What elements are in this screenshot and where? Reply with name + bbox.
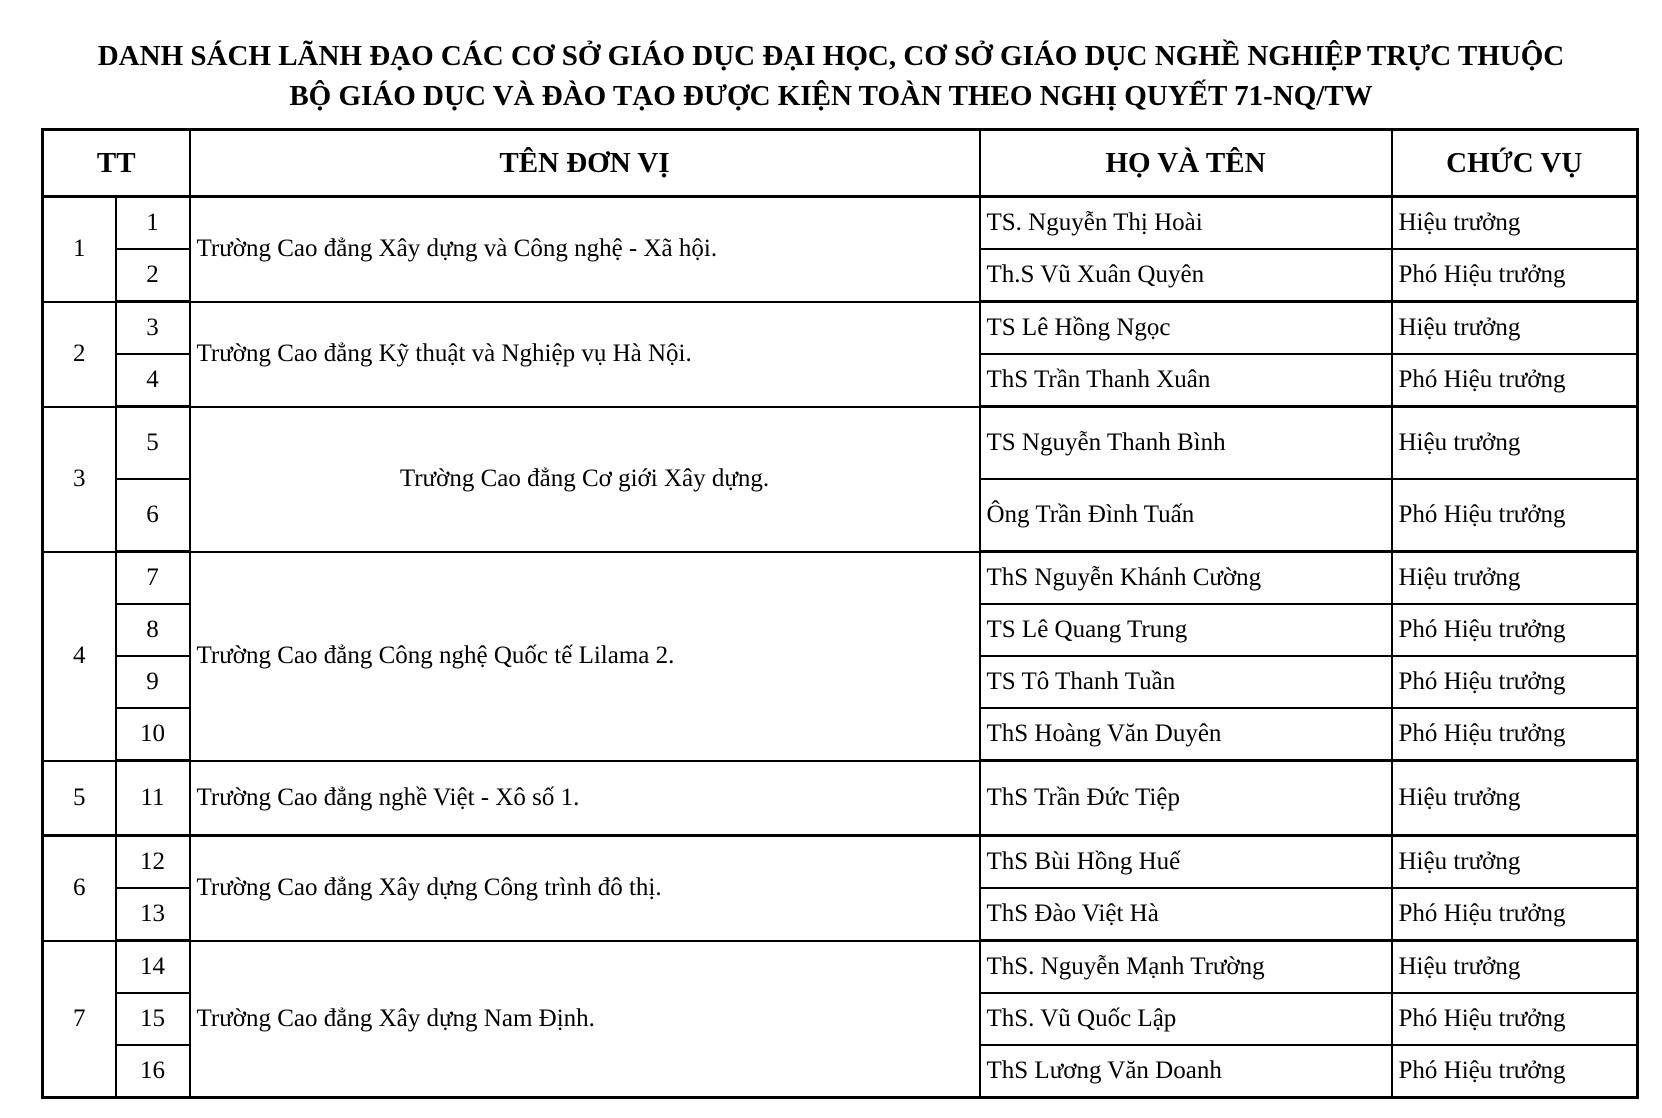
group-number: 5 xyxy=(43,761,116,836)
row-number: 10 xyxy=(116,708,190,761)
row-number: 14 xyxy=(116,941,190,994)
person-position: Phó Hiệu trưởng xyxy=(1392,249,1638,302)
table-row xyxy=(43,552,1638,605)
row-number: 7 xyxy=(116,552,190,605)
row-number: 16 xyxy=(116,1045,190,1098)
table-row xyxy=(43,197,1638,250)
person-position: Hiệu trưởng xyxy=(1392,197,1638,250)
row-number: 1 xyxy=(116,197,190,250)
row-number: 4 xyxy=(116,354,190,407)
person-name: ThS Nguyễn Khánh Cường xyxy=(980,552,1392,605)
person-name: ThS Bùi Hồng Huế xyxy=(980,836,1392,889)
header-position: CHỨC VỤ xyxy=(1392,130,1638,197)
person-name: TS Nguyễn Thanh Bình xyxy=(980,407,1392,480)
group-number: 1 xyxy=(43,197,116,302)
person-position: Hiệu trưởng xyxy=(1392,407,1638,480)
table-row xyxy=(43,941,1638,994)
row-number: 8 xyxy=(116,604,190,656)
table-row xyxy=(43,836,1638,889)
header-tt: TT xyxy=(43,130,190,197)
group-number: 2 xyxy=(43,302,116,407)
person-name: ThS Lương Văn Doanh xyxy=(980,1045,1392,1098)
row-number: 5 xyxy=(116,407,190,480)
person-name: ThS Hoàng Văn Duyên xyxy=(980,708,1392,761)
row-number: 3 xyxy=(116,302,190,355)
person-position: Phó Hiệu trưởng xyxy=(1392,993,1638,1045)
person-position: Phó Hiệu trưởng xyxy=(1392,888,1638,941)
row-number: 12 xyxy=(116,836,190,889)
group-number: 6 xyxy=(43,836,116,941)
person-position: Phó Hiệu trưởng xyxy=(1392,354,1638,407)
person-position: Phó Hiệu trưởng xyxy=(1392,708,1638,761)
row-number: 15 xyxy=(116,993,190,1045)
person-position: Phó Hiệu trưởng xyxy=(1392,479,1638,552)
person-name: ThS. Vũ Quốc Lập xyxy=(980,993,1392,1045)
person-name: ThS. Nguyễn Mạnh Trường xyxy=(980,941,1392,994)
table-row xyxy=(43,761,1638,836)
unit-name: Trường Cao đẳng Kỹ thuật và Nghiệp vụ Hà Nội. xyxy=(190,302,980,407)
table-header-row xyxy=(43,130,1638,197)
row-number: 2 xyxy=(116,249,190,302)
person-name: ThS Trần Đức Tiệp xyxy=(980,761,1392,836)
person-name: TS. Nguyễn Thị Hoài xyxy=(980,197,1392,250)
row-number: 11 xyxy=(116,761,190,836)
group-number: 7 xyxy=(43,941,116,1098)
person-position: Hiệu trưởng xyxy=(1392,941,1638,994)
header-full-name: HỌ VÀ TÊN xyxy=(980,130,1392,197)
person-name: ThS Trần Thanh Xuân xyxy=(980,354,1392,407)
person-name: TS Lê Hồng Ngọc xyxy=(980,302,1392,355)
unit-name: Trường Cao đẳng nghề Việt - Xô số 1. xyxy=(190,761,980,836)
header-unit-name: TÊN ĐƠN VỊ xyxy=(190,130,980,197)
person-name: Th.S Vũ Xuân Quyên xyxy=(980,249,1392,302)
person-position: Hiệu trưởng xyxy=(1392,302,1638,355)
row-number: 9 xyxy=(116,656,190,708)
person-name: Ông Trần Đình Tuấn xyxy=(980,479,1392,552)
document-title-line-1: DANH SÁCH LÃNH ĐẠO CÁC CƠ SỞ GIÁO DỤC ĐẠI HỌC, CƠ SỞ GIÁO DỤC NGHỀ NGHIỆP TRỰC THUỘC xyxy=(97,40,1565,72)
person-position: Phó Hiệu trưởng xyxy=(1392,1045,1638,1098)
row-number: 13 xyxy=(116,888,190,941)
person-name: ThS Đào Việt Hà xyxy=(980,888,1392,941)
unit-name: Trường Cao đẳng Xây dựng Công trình đô thị. xyxy=(190,836,980,941)
document-title-line-2: BỘ GIÁO DỤC VÀ ĐÀO TẠO ĐƯỢC KIỆN TOÀN THEO NGHỊ QUYẾT 71-NQ/TW xyxy=(289,80,1373,112)
person-position: Hiệu trưởng xyxy=(1392,552,1638,605)
row-number: 6 xyxy=(116,479,190,552)
person-position: Phó Hiệu trưởng xyxy=(1392,656,1638,708)
person-name: TS Lê Quang Trung xyxy=(980,604,1392,656)
unit-name: Trường Cao đẳng Cơ giới Xây dựng. xyxy=(190,407,980,552)
group-number: 4 xyxy=(43,552,116,761)
group-number: 3 xyxy=(43,407,116,552)
person-name: TS Tô Thanh Tuần xyxy=(980,656,1392,708)
person-position: Hiệu trưởng xyxy=(1392,761,1638,836)
leaders-table xyxy=(41,128,1639,1099)
table-row xyxy=(43,302,1638,355)
table-row xyxy=(43,407,1638,480)
person-position: Phó Hiệu trưởng xyxy=(1392,604,1638,656)
person-position: Hiệu trưởng xyxy=(1392,836,1638,889)
unit-name: Trường Cao đẳng Xây dựng và Công nghệ - Xã hội. xyxy=(190,197,980,302)
unit-name: Trường Cao đẳng Xây dựng Nam Định. xyxy=(190,941,980,1098)
unit-name: Trường Cao đẳng Công nghệ Quốc tế Lilama 2. xyxy=(190,552,980,761)
